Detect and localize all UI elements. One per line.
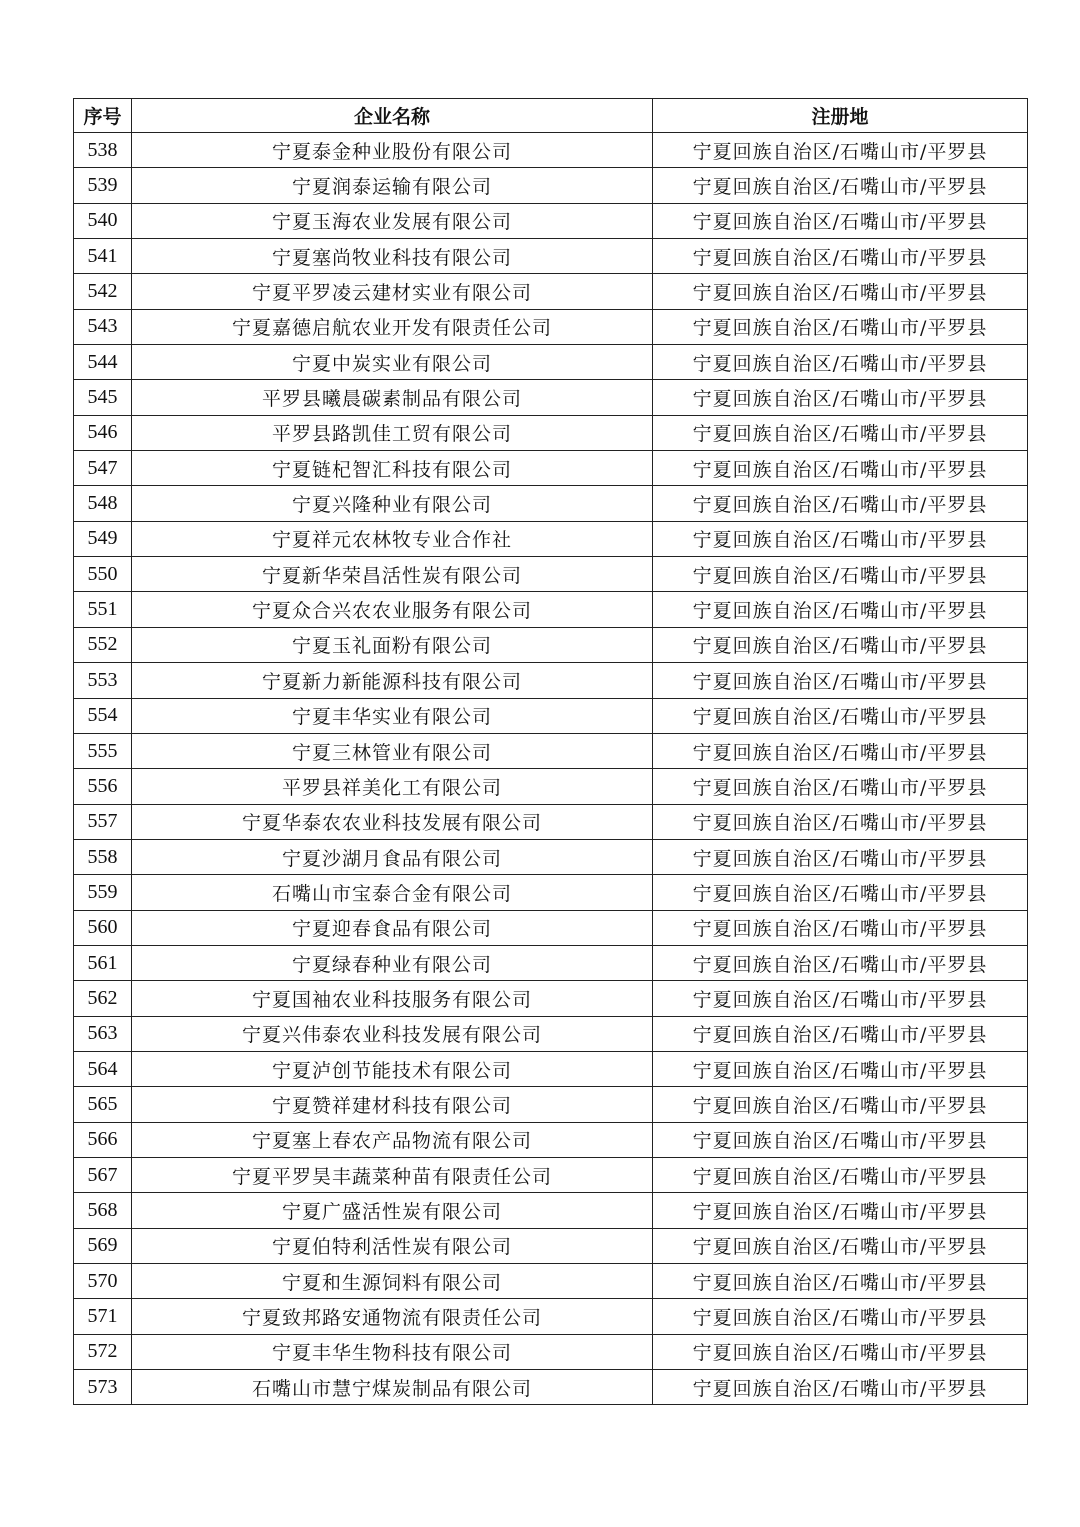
location-cell: 宁夏回族自治区/石嘴山市/平罗县: [653, 627, 1028, 662]
company-name-cell: 石嘴山市慧宁煤炭制品有限公司: [132, 1370, 653, 1405]
location-cell: 宁夏回族自治区/石嘴山市/平罗县: [653, 168, 1028, 203]
company-name-cell: 宁夏丰华实业有限公司: [132, 698, 653, 733]
company-name-cell: 宁夏塞尚牧业科技有限公司: [132, 239, 653, 274]
company-name-cell: 宁夏玉礼面粉有限公司: [132, 627, 653, 662]
table-row: [74, 133, 1028, 168]
company-name-cell: 宁夏迎春食品有限公司: [132, 910, 653, 945]
seq-cell: 568: [74, 1193, 132, 1228]
company-name-cell: 平罗县路凯佳工贸有限公司: [132, 415, 653, 450]
table-row: [74, 1193, 1028, 1228]
seq-cell: 563: [74, 1016, 132, 1051]
seq-cell: 544: [74, 345, 132, 380]
location-cell: 宁夏回族自治区/石嘴山市/平罗县: [653, 451, 1028, 486]
location-cell: 宁夏回族自治区/石嘴山市/平罗县: [653, 875, 1028, 910]
table-row: [74, 203, 1028, 238]
location-cell: 宁夏回族自治区/石嘴山市/平罗县: [653, 1299, 1028, 1334]
company-name-cell: 宁夏兴伟泰农业科技发展有限公司: [132, 1016, 653, 1051]
location-cell: 宁夏回族自治区/石嘴山市/平罗县: [653, 1157, 1028, 1192]
table-row: [74, 557, 1028, 592]
location-cell: 宁夏回族自治区/石嘴山市/平罗县: [653, 380, 1028, 415]
location-cell: 宁夏回族自治区/石嘴山市/平罗县: [653, 1122, 1028, 1157]
location-cell: 宁夏回族自治区/石嘴山市/平罗县: [653, 415, 1028, 450]
company-name-cell: 宁夏润泰运输有限公司: [132, 168, 653, 203]
table-row: [74, 380, 1028, 415]
seq-cell: 539: [74, 168, 132, 203]
location-cell: 宁夏回族自治区/石嘴山市/平罗县: [653, 1370, 1028, 1405]
table-row: [74, 1122, 1028, 1157]
table-row: [74, 663, 1028, 698]
company-name-cell: 宁夏众合兴农农业服务有限公司: [132, 592, 653, 627]
enterprise-table: [73, 98, 1028, 1405]
seq-cell: 564: [74, 1051, 132, 1086]
company-name-cell: 宁夏广盛活性炭有限公司: [132, 1193, 653, 1228]
header-row: [74, 99, 1028, 133]
seq-cell: 567: [74, 1157, 132, 1192]
location-cell: 宁夏回族自治区/石嘴山市/平罗县: [653, 486, 1028, 521]
company-name-cell: 宁夏赞祥建材科技有限公司: [132, 1087, 653, 1122]
seq-cell: 551: [74, 592, 132, 627]
company-name-cell: 宁夏华泰农农业科技发展有限公司: [132, 804, 653, 839]
table-row: [74, 1228, 1028, 1263]
location-cell: 宁夏回族自治区/石嘴山市/平罗县: [653, 1193, 1028, 1228]
seq-cell: 549: [74, 521, 132, 556]
location-cell: 宁夏回族自治区/石嘴山市/平罗县: [653, 239, 1028, 274]
table-row: [74, 804, 1028, 839]
company-name-cell: 宁夏平罗昊丰蔬菜种苗有限责任公司: [132, 1157, 653, 1192]
table-row: [74, 839, 1028, 874]
seq-cell: 554: [74, 698, 132, 733]
table-header: [74, 99, 1028, 133]
seq-cell: 540: [74, 203, 132, 238]
table-row: [74, 239, 1028, 274]
seq-cell: 547: [74, 451, 132, 486]
seq-cell: 556: [74, 769, 132, 804]
seq-cell: 548: [74, 486, 132, 521]
location-cell: 宁夏回族自治区/石嘴山市/平罗县: [653, 345, 1028, 380]
company-name-cell: 宁夏国袖农业科技服务有限公司: [132, 981, 653, 1016]
location-cell: 宁夏回族自治区/石嘴山市/平罗县: [653, 309, 1028, 344]
location-cell: 宁夏回族自治区/石嘴山市/平罗县: [653, 698, 1028, 733]
header-seq: 序号: [74, 99, 132, 133]
table-row: [74, 592, 1028, 627]
seq-cell: 572: [74, 1334, 132, 1369]
seq-cell: 557: [74, 804, 132, 839]
company-name-cell: 宁夏和生源饲料有限公司: [132, 1264, 653, 1299]
location-cell: 宁夏回族自治区/石嘴山市/平罗县: [653, 592, 1028, 627]
company-name-cell: 宁夏平罗凌云建材实业有限公司: [132, 274, 653, 309]
company-name-cell: 宁夏链杞智汇科技有限公司: [132, 451, 653, 486]
location-cell: 宁夏回族自治区/石嘴山市/平罗县: [653, 769, 1028, 804]
seq-cell: 570: [74, 1264, 132, 1299]
company-name-cell: 宁夏玉海农业发展有限公司: [132, 203, 653, 238]
company-name-cell: 平罗县祥美化工有限公司: [132, 769, 653, 804]
table-row: [74, 309, 1028, 344]
seq-cell: 542: [74, 274, 132, 309]
table-row: [74, 627, 1028, 662]
location-cell: 宁夏回族自治区/石嘴山市/平罗县: [653, 521, 1028, 556]
table-row: [74, 875, 1028, 910]
location-cell: 宁夏回族自治区/石嘴山市/平罗县: [653, 557, 1028, 592]
location-cell: 宁夏回族自治区/石嘴山市/平罗县: [653, 1016, 1028, 1051]
seq-cell: 546: [74, 415, 132, 450]
seq-cell: 552: [74, 627, 132, 662]
table-row: [74, 1016, 1028, 1051]
table-row: [74, 486, 1028, 521]
company-name-cell: 宁夏致邦路安通物流有限责任公司: [132, 1299, 653, 1334]
table-row: [74, 521, 1028, 556]
table-row: [74, 274, 1028, 309]
table-row: [74, 451, 1028, 486]
table-row: [74, 733, 1028, 768]
table-row: [74, 769, 1028, 804]
seq-cell: 541: [74, 239, 132, 274]
table-row: [74, 1370, 1028, 1405]
seq-cell: 543: [74, 309, 132, 344]
table-row: [74, 945, 1028, 980]
seq-cell: 565: [74, 1087, 132, 1122]
location-cell: 宁夏回族自治区/石嘴山市/平罗县: [653, 1051, 1028, 1086]
company-name-cell: 宁夏新华荣昌活性炭有限公司: [132, 557, 653, 592]
location-cell: 宁夏回族自治区/石嘴山市/平罗县: [653, 1334, 1028, 1369]
location-cell: 宁夏回族自治区/石嘴山市/平罗县: [653, 945, 1028, 980]
company-name-cell: 宁夏三林管业有限公司: [132, 733, 653, 768]
company-name-cell: 宁夏丰华生物科技有限公司: [132, 1334, 653, 1369]
seq-cell: 553: [74, 663, 132, 698]
company-name-cell: 宁夏泰金种业股份有限公司: [132, 133, 653, 168]
location-cell: 宁夏回族自治区/石嘴山市/平罗县: [653, 203, 1028, 238]
table-row: [74, 1264, 1028, 1299]
seq-cell: 538: [74, 133, 132, 168]
location-cell: 宁夏回族自治区/石嘴山市/平罗县: [653, 663, 1028, 698]
location-cell: 宁夏回族自治区/石嘴山市/平罗县: [653, 804, 1028, 839]
table-row: [74, 345, 1028, 380]
table-row: [74, 168, 1028, 203]
company-name-cell: 石嘴山市宝泰合金有限公司: [132, 875, 653, 910]
seq-cell: 550: [74, 557, 132, 592]
table-row: [74, 698, 1028, 733]
company-name-cell: 宁夏嘉德启航农业开发有限责任公司: [132, 309, 653, 344]
company-name-cell: 宁夏中炭实业有限公司: [132, 345, 653, 380]
table-row: [74, 981, 1028, 1016]
seq-cell: 545: [74, 380, 132, 415]
company-name-cell: 宁夏塞上春农产品物流有限公司: [132, 1122, 653, 1157]
seq-cell: 559: [74, 875, 132, 910]
company-name-cell: 宁夏泸创节能技术有限公司: [132, 1051, 653, 1086]
company-name-cell: 宁夏兴隆种业有限公司: [132, 486, 653, 521]
company-name-cell: 宁夏绿春种业有限公司: [132, 945, 653, 980]
location-cell: 宁夏回族自治区/石嘴山市/平罗县: [653, 839, 1028, 874]
seq-cell: 566: [74, 1122, 132, 1157]
table-body: [74, 133, 1028, 1405]
header-location: 注册地: [653, 99, 1028, 133]
location-cell: 宁夏回族自治区/石嘴山市/平罗县: [653, 133, 1028, 168]
table-row: [74, 1051, 1028, 1086]
company-name-cell: 宁夏祥元农林牧专业合作社: [132, 521, 653, 556]
seq-cell: 569: [74, 1228, 132, 1263]
enterprise-table-container: [73, 98, 1027, 1405]
table-row: [74, 415, 1028, 450]
seq-cell: 558: [74, 839, 132, 874]
seq-cell: 571: [74, 1299, 132, 1334]
location-cell: 宁夏回族自治区/石嘴山市/平罗县: [653, 274, 1028, 309]
location-cell: 宁夏回族自治区/石嘴山市/平罗县: [653, 981, 1028, 1016]
table-row: [74, 1334, 1028, 1369]
seq-cell: 562: [74, 981, 132, 1016]
header-name: 企业名称: [132, 99, 653, 133]
location-cell: 宁夏回族自治区/石嘴山市/平罗县: [653, 910, 1028, 945]
location-cell: 宁夏回族自治区/石嘴山市/平罗县: [653, 1264, 1028, 1299]
seq-cell: 555: [74, 733, 132, 768]
table-row: [74, 1157, 1028, 1192]
seq-cell: 561: [74, 945, 132, 980]
company-name-cell: 宁夏新力新能源科技有限公司: [132, 663, 653, 698]
location-cell: 宁夏回族自治区/石嘴山市/平罗县: [653, 1228, 1028, 1263]
company-name-cell: 平罗县曦晨碳素制品有限公司: [132, 380, 653, 415]
seq-cell: 573: [74, 1370, 132, 1405]
company-name-cell: 宁夏伯特利活性炭有限公司: [132, 1228, 653, 1263]
company-name-cell: 宁夏沙湖月食品有限公司: [132, 839, 653, 874]
location-cell: 宁夏回族自治区/石嘴山市/平罗县: [653, 1087, 1028, 1122]
table-row: [74, 1087, 1028, 1122]
table-row: [74, 1299, 1028, 1334]
table-row: [74, 910, 1028, 945]
seq-cell: 560: [74, 910, 132, 945]
location-cell: 宁夏回族自治区/石嘴山市/平罗县: [653, 733, 1028, 768]
